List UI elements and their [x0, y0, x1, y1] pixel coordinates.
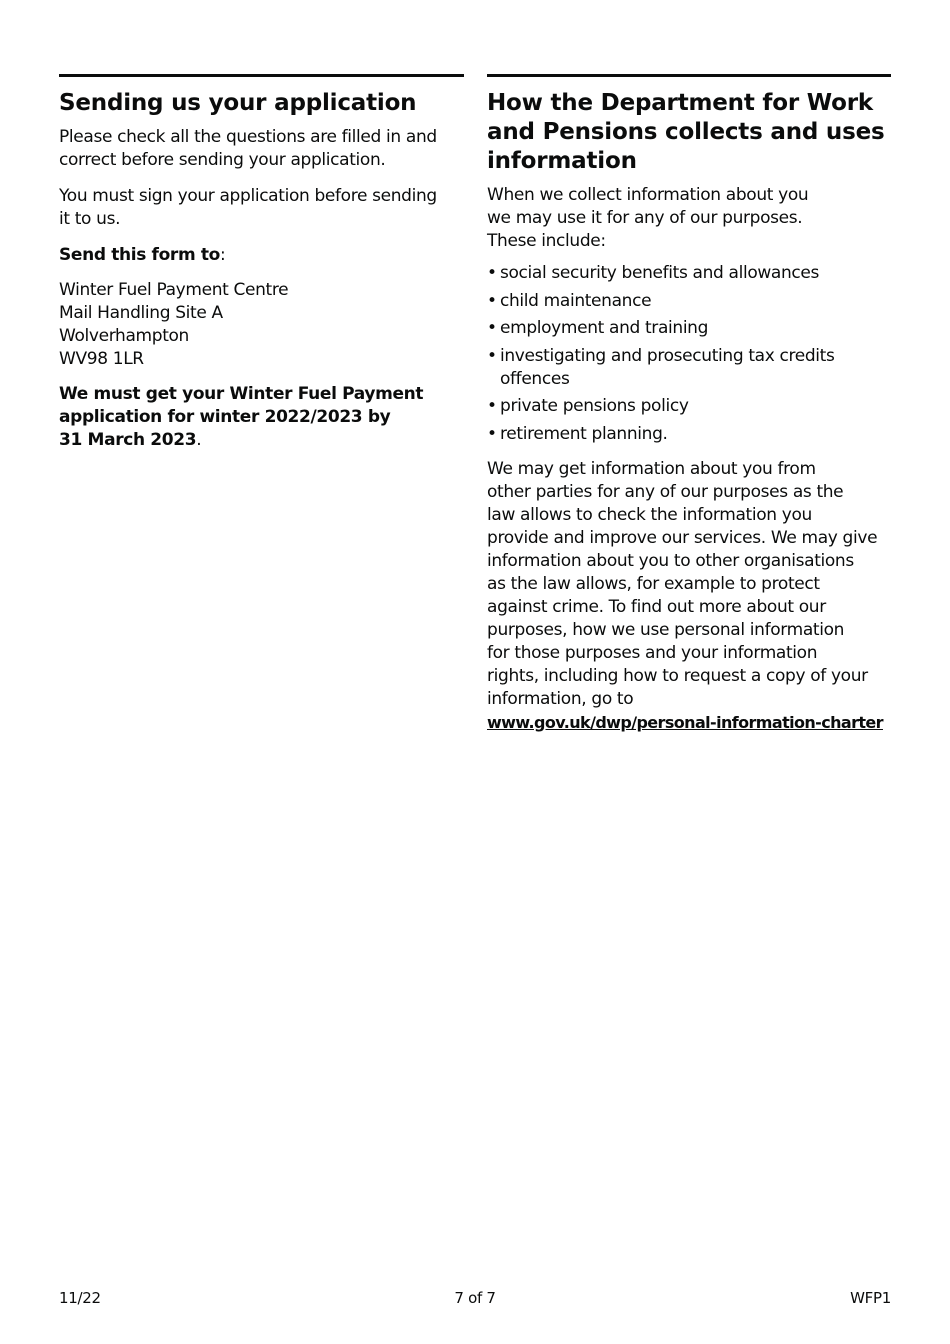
list-item: • child maintenance — [487, 290, 891, 313]
check-questions-paragraph: Please check all the questions are filled in and correct before sending your application. — [59, 127, 437, 170]
section-divider — [487, 74, 891, 77]
section-sending-application — [59, 74, 464, 452]
personal-information-charter-link[interactable]: www.gov.uk/dwp/personal-information-charter — [487, 712, 883, 732]
list-item: • employment and training — [487, 317, 891, 340]
sign-application-paragraph: You must sign your application before sending it to us. — [59, 186, 437, 229]
list-item: • investigating and prosecuting tax credits offences — [487, 345, 891, 391]
intro-paragraph: When we collect information about you we may use it for any of our purposes. These include: — [487, 185, 809, 251]
section-divider — [59, 74, 464, 77]
deadline-notice: We must get your Winter Fuel Payment application for winter 2022/2023 by 31 March 2023. — [59, 384, 424, 450]
postal-address: Winter Fuel Payment Centre Mail Handling Site A Wolverhampton WV98 1LR — [59, 280, 289, 369]
list-item: • retirement planning. — [487, 423, 891, 446]
footer-page-number: 7 of 7 — [454, 1289, 496, 1307]
information-sharing-paragraph: We may get information about you from other parties for any of our purposes as the law allows to check the information you provide and improve our services. We may give information about you to other organisations as the law allows, for example to protect against crime. To find out more about our purposes, how we use personal information for those purposes and your information rights, including how to request a copy of your information, go to www.gov.uk/dwp/personal-information-charter — [487, 458, 883, 732]
section-heading-sending: Sending us your application — [59, 90, 417, 116]
section-heading-dwp: How the Department for Work and Pensions collects and uses information — [487, 90, 885, 174]
footer-form-code: WFP1 — [850, 1289, 891, 1307]
footer-date: 11/22 — [59, 1289, 101, 1307]
list-item: • social security benefits and allowances — [487, 262, 891, 285]
section-dwp-information — [487, 74, 891, 735]
list-item: • private pensions policy — [487, 395, 891, 418]
send-form-label: Send this form to: — [59, 245, 226, 265]
purposes-list — [487, 262, 891, 446]
